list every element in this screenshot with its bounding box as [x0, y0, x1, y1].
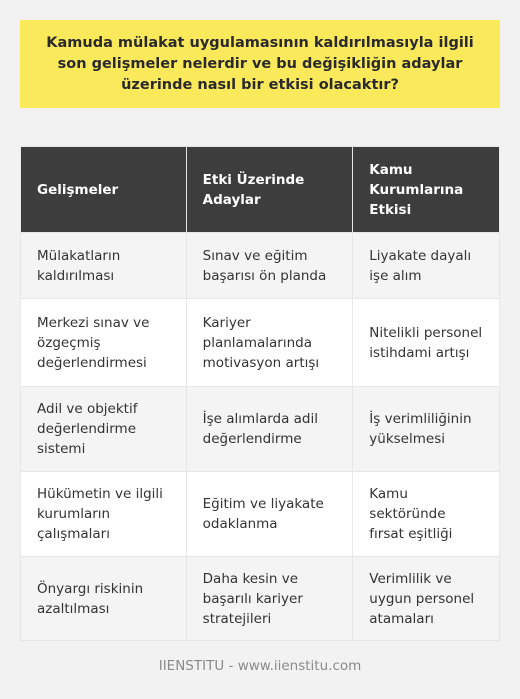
table-row — [21, 557, 500, 641]
column-header-developments: Gelişmeler — [21, 147, 187, 233]
table-cell: İş verimliliğinin yükselmesi — [353, 387, 500, 472]
table-cell: Merkezi sınav ve özgeçmiş değerlendirmesi — [21, 299, 187, 387]
table-cell: Kamu sektöründe fırsat eşitliği — [353, 472, 500, 557]
table-cell: Verimlilik ve uygun personel atamaları — [353, 557, 500, 641]
title-banner — [20, 20, 500, 108]
table-header-row — [21, 147, 500, 233]
table-cell: Eğitim ve liyakate odaklanma — [186, 472, 353, 557]
table-cell: Sınav ve eğitim başarısı ön planda — [186, 233, 353, 299]
table-row — [21, 387, 500, 472]
table-cell: Kariyer planlamalarında motivasyon artışı — [186, 299, 353, 387]
table-cell: Önyargı riskinin azaltılması — [21, 557, 187, 641]
table-cell: İşe alımlarda adil değerlendirme — [186, 387, 353, 472]
table-cell: Daha kesin ve başarılı kariyer stratejileri — [186, 557, 353, 641]
comparison-table — [20, 146, 500, 641]
table-row — [21, 233, 500, 299]
table-cell: Nitelikli personel istihdami artışı — [353, 299, 500, 387]
table-cell: Mülakatların kaldırılması — [21, 233, 187, 299]
table-cell: Adil ve objektif değerlendirme sistemi — [21, 387, 187, 472]
page-title: Kamuda mülakat uygulamasının kaldırılmasıyla ilgili son gelişmeler nelerdir ve bu değişikliğin adaylar üzerinde nasıl bir etkisi olacaktır? — [46, 34, 474, 93]
column-header-institution-impact: Kamu Kurumlarına Etkisi — [353, 147, 500, 233]
table-row — [21, 299, 500, 387]
column-header-candidate-impact: Etki Üzerinde Adaylar — [186, 147, 353, 233]
table-row — [21, 472, 500, 557]
footer-credit: IIENSTITU - www.iienstitu.com — [158, 658, 362, 674]
table-cell: Hükümetin ve ilgili kurumların çalışmaları — [21, 472, 187, 557]
table-cell: Liyakate dayalı işe alım — [353, 233, 500, 299]
